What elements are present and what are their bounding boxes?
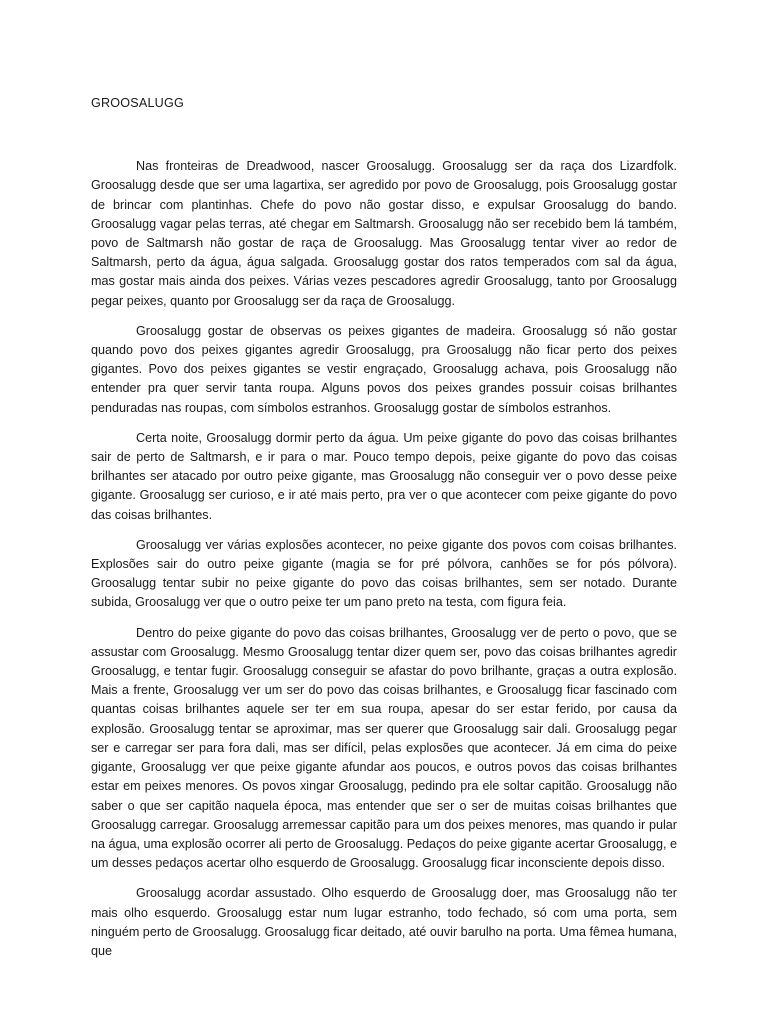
paragraph-4: Groosalugg ver várias explosões acontecer, no peixe gigante dos povos com coisas brilhantes. Explosões sair do outro peixe gigante (magia se for pré pólvora, canhões se for pós pólvora). Groosalugg tentar subir no peixe gigante do povo das coisas brilhantes, sem ser notado. Durante subida, Groosalugg ver que o outro peixe ter um pano preto na testa, com figura feia. — [91, 537, 677, 610]
paragraph-3: Certa noite, Groosalugg dormir perto da água. Um peixe gigante do povo das coisas brilhantes sair de perto de Saltmarsh, e ir para o mar. Pouco tempo depois, peixe gigante do povo das coisas brilhantes ser atacado por outro peixe gigante, mas Groosalugg não conseguir ver o povo desse peixe gigante. Groosalugg ser curioso, e ir até mais perto, pra ver o que acontecer com peixe gigante do povo das coisas brilhantes. — [91, 430, 677, 522]
document-page — [91, 94, 677, 972]
document-title: GROOSALUGG — [91, 96, 184, 110]
paragraph-5: Dentro do peixe gigante do povo das coisas brilhantes, Groosalugg ver de perto o povo, que se assustar com Groosalugg. Mesmo Groosalugg tentar dizer quem ser, povo das coisas brilhantes agredir Groosalugg, e tentar fugir. Groosalugg conseguir se afastar do povo brilhante, graças a outra explosão. Mais a frente, Groosalugg ver um ser do povo das coisas brilhantes, e Groosalugg ficar fascinado com quantas coisas brilhantes aquele ser ter em sua roupa, apesar do ser estar ferido, por causa da explosão. Groosalugg tentar se aproximar, mas ser querer que Groosalugg sair dali. Groosalugg pegar ser e carregar ser para fora dali, mas ser difícil, pelas explosões que acontecer. Já em cima do peixe gigante, Groosalugg ver que peixe gigante afundar aos poucos, e outros povos das coisas brilhantes estar em peixes menores. Os povos xingar Groosalugg, pedindo pra ele soltar capitão. Groosalugg não saber o que ser capitão naquela época, mas entender que ser o ser de muitas coisas brilhantes que Groosalugg carregar. Groosalugg arremessar capitão para um dos peixes menores, mas quando ir pular na água, uma explosão ocorrer ali perto de Groosalugg. Pedaços do peixe gigante acertar Groosalugg, e um desses pedaços acertar olho esquerdo de Groosalugg. Groosalugg ficar inconsciente depois disso. — [91, 625, 677, 871]
paragraph-2: Groosalugg gostar de observas os peixes gigantes de madeira. Groosalugg só não gostar quando povo dos peixes gigantes agredir Groosalugg, pra Groosalugg não ficar perto dos peixes gigantes. Povo dos peixes gigantes se vestir engraçado, Groosalugg achava, pois Groosalugg não entender pra quer servir tanta roupa. Alguns povos dos peixes grandes possuir coisas brilhantes penduradas nas roupas, com símbolos estranhos. Groosalugg gostar de símbolos estranhos. — [91, 323, 677, 415]
paragraph-6: Groosalugg acordar assustado. Olho esquerdo de Groosalugg doer, mas Groosalugg não ter mais olho esquerdo. Groosalugg estar num lugar estranho, todo fechado, só com uma porta, sem ninguém perto de Groosalugg. Groosalugg ficar deitado, até ouvir barulho na porta. Uma fêmea humana, que — [91, 886, 677, 958]
paragraph-1: Nas fronteiras de Dreadwood, nascer Groosalugg. Groosalugg ser da raça dos Lizardfolk. Groosalugg desde que ser uma lagartixa, ser agredido por povo de Groosalugg, pois Groosalugg gostar de brincar com plantinhas. Chefe do povo não gostar disso, e expulsar Groosalugg do bando. Groosalugg vagar pelas terras, até chegar em Saltmarsh. Groosalugg não ser recebido bem lá também, povo de Saltmarsh não gostar de raça de Groosalugg. Mas Groosalugg tentar viver ao redor de Saltmarsh, perto da água, água salgada. Groosalugg gostar dos ratos temperados com sal da água, mas gostar mais ainda dos peixes. Várias vezes pescadores agredir Groosalugg, tanto por Groosalugg pegar peixes, quanto por Groosalugg ser da raça de Groosalugg. — [91, 159, 677, 308]
